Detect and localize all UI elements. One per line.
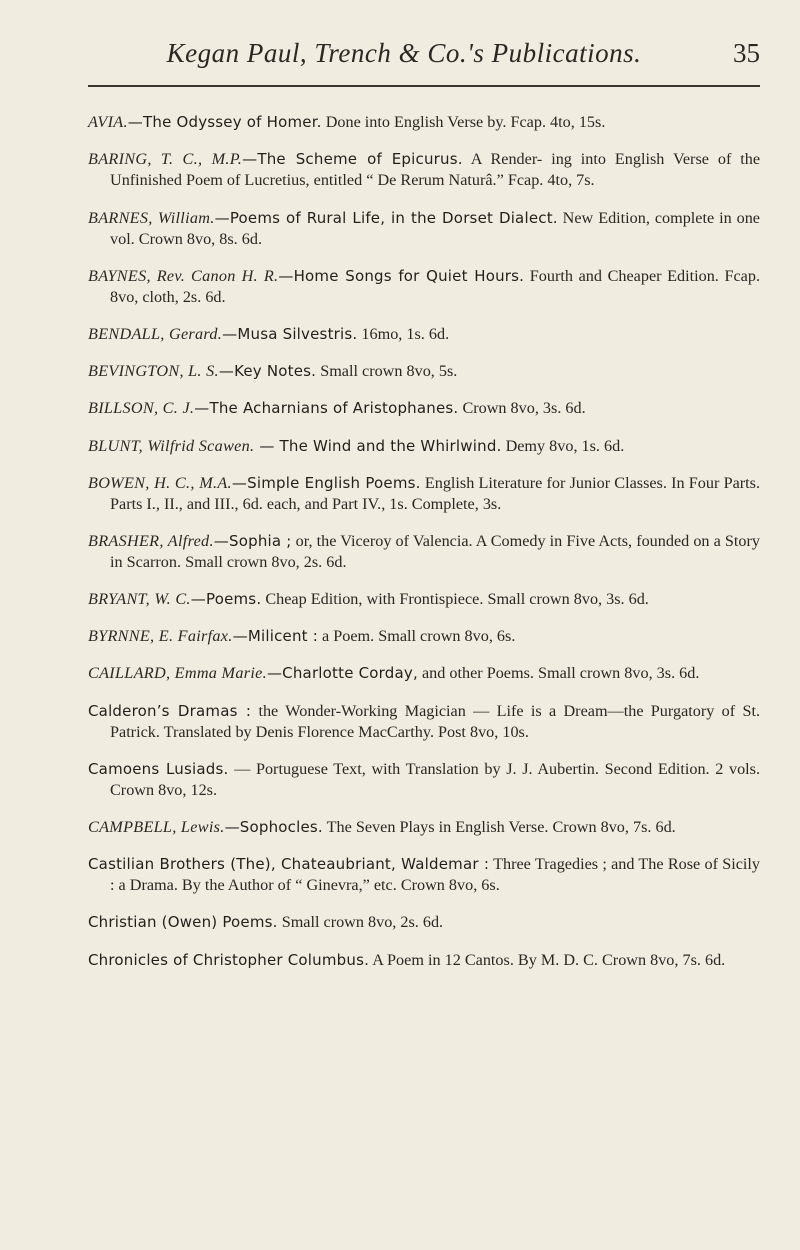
running-head (88, 34, 760, 78)
running-head-title: Kegan Paul, Trench & Co.'s Publications. (166, 38, 642, 68)
entry-title: —Home Songs for Quiet Hours. (278, 266, 525, 285)
entry-title: Christian (Owen) Poems. (88, 913, 278, 932)
entry-description: the Wonder-Working Magician — Life is a Dream—the Purgatory of St. Patrick. Translated by Denis Florence MacCarthy. Post 8vo, 10s. (110, 701, 761, 741)
entry-description: Three Tragedies ; and The Rose of Sicily : a Drama. By the Author of “ Ginevra,” etc. Crown 8vo, 6s. (110, 855, 760, 895)
catalogue-entries (88, 96, 760, 981)
catalogue-entry (88, 759, 760, 801)
entry-title: Camoens Lusiads. (88, 759, 229, 778)
entry-author: BAYNES, Rev. Canon H. R. (88, 266, 279, 285)
entry-author: BRASHER, Alfred. (88, 531, 214, 550)
entry-author: BENDALL, Gerard. (88, 324, 223, 343)
entry-title: — The Wind and the Whirlwind. (254, 436, 502, 455)
entry-author: BARNES, William. (88, 208, 215, 227)
entry-author: BARING, T. C., M.P. (88, 150, 243, 169)
catalogue-entry (88, 473, 760, 515)
entry-description: New Edition, complete in one vol. Crown 8vo, 8s. 6d. (110, 208, 760, 248)
entry-author: CAMPBELL, Lewis. (88, 818, 225, 836)
catalogue-entry (88, 149, 760, 191)
entry-title: Calderon’s Dramas : (88, 701, 252, 720)
entry-title: Chronicles of Christopher Columbus. (88, 950, 370, 969)
entry-description: 16mo, 1s. 6d. (357, 324, 450, 343)
catalogue-entry (88, 112, 760, 133)
entry-author: BRYANT, W. C. (88, 590, 191, 609)
entry-title: —Sophocles. (224, 818, 323, 836)
entry-title: —The Scheme of Epicurus. (242, 150, 463, 169)
catalogue-entry (88, 324, 760, 345)
entry-title: —The Acharnians of Aristophanes. (194, 399, 459, 418)
catalogue-entry (88, 266, 760, 308)
entry-author: BILLSON, C. J. (88, 399, 195, 418)
catalogue-entry (88, 398, 760, 419)
entry-description: Demy 8vo, 1s. 6d. (501, 436, 625, 455)
catalogue-entry (88, 208, 760, 250)
page-number: 35 (733, 38, 760, 68)
catalogue-entry (88, 912, 760, 933)
header-rule (88, 85, 760, 87)
entry-title: —Musa Silvestris. (222, 324, 358, 343)
catalogue-entry (88, 663, 760, 684)
entry-description: Small crown 8vo, 2s. 6d. (277, 913, 444, 932)
entry-title: —Poems. (190, 590, 262, 609)
entry-description: A Poem in 12 Cantos. By M. D. C. Crown 8vo, 7s. 6d. (369, 950, 726, 969)
catalogue-entry (88, 701, 760, 743)
entry-description: Crown 8vo, 3s. 6d. (458, 399, 586, 418)
entry-author: BOWEN, H. C., M.A. (88, 473, 232, 492)
catalogue-entry (88, 589, 760, 610)
entry-description: Small crown 8vo, 5s. (316, 362, 458, 381)
entry-description: Fourth and Cheaper Edition. Fcap. 8vo, cloth, 2s. 6d. (110, 266, 760, 306)
catalogue-entry (88, 531, 760, 573)
entry-title: —Poems of Rural Life, in the Dorset Dialect. (214, 208, 558, 227)
entry-description: — Portuguese Text, with Translation by J. J. Aubertin. Second Edition. 2 vols. Crown 8vo, 12s. (110, 759, 761, 799)
entry-title: —Key Notes. (218, 362, 317, 381)
catalogue-entry (88, 361, 760, 382)
entry-title: —Sophia ; (213, 531, 292, 550)
entry-description: and other Poems. Small crown 8vo, 3s. 6d. (417, 664, 700, 683)
catalogue-entry (88, 817, 760, 838)
catalogue-entry (88, 854, 760, 896)
entry-title: —Simple English Poems. (231, 473, 421, 492)
entry-title: —Charlotte Corday, (266, 664, 418, 683)
entry-description: Done into English Verse by. Fcap. 4to, 15s. (321, 113, 606, 132)
entry-description: Cheap Edition, with Frontispiece. Small crown 8vo, 3s. 6d. (261, 590, 649, 609)
catalogue-entry (88, 436, 760, 457)
entry-description: The Seven Plays in English Verse. Crown 8vo, 7s. 6d. (322, 818, 676, 836)
entry-description: A Render- ing into English Verse of the Unfinished Poem of Lucretius, entitled “ De Rerum Naturâ.” Fcap. 4to, 7s. (110, 150, 761, 190)
entry-description: English Literature for Junior Classes. In Four Parts. Parts I., II., and III., 6d. each, and Part IV., 1s. Complete, 3s. (110, 473, 760, 513)
entry-title: —The Odyssey of Homer. (127, 113, 322, 132)
entry-author: BLUNT, Wilfrid Scawen. (88, 436, 255, 455)
entry-author: AVIA. (88, 113, 128, 132)
entry-author: BEVINGTON, L. S. (88, 362, 219, 381)
entry-title: Castilian Brothers (The), Chateaubriant, Waldemar : (88, 855, 490, 874)
entry-description: a Poem. Small crown 8vo, 6s. (317, 627, 516, 646)
catalogue-entry (88, 950, 760, 971)
entry-description: or, the Viceroy of Valencia. A Comedy in Five Acts, founded on a Story in Scarron. Small crown 8vo, 2s. 6d. (110, 531, 761, 571)
entry-author: CAILLARD, Emma Marie. (88, 664, 267, 683)
entry-title: —Milicent : (232, 627, 318, 646)
catalogue-entry (88, 626, 760, 647)
entry-author: BYRNNE, E. Fairfax. (88, 627, 233, 646)
